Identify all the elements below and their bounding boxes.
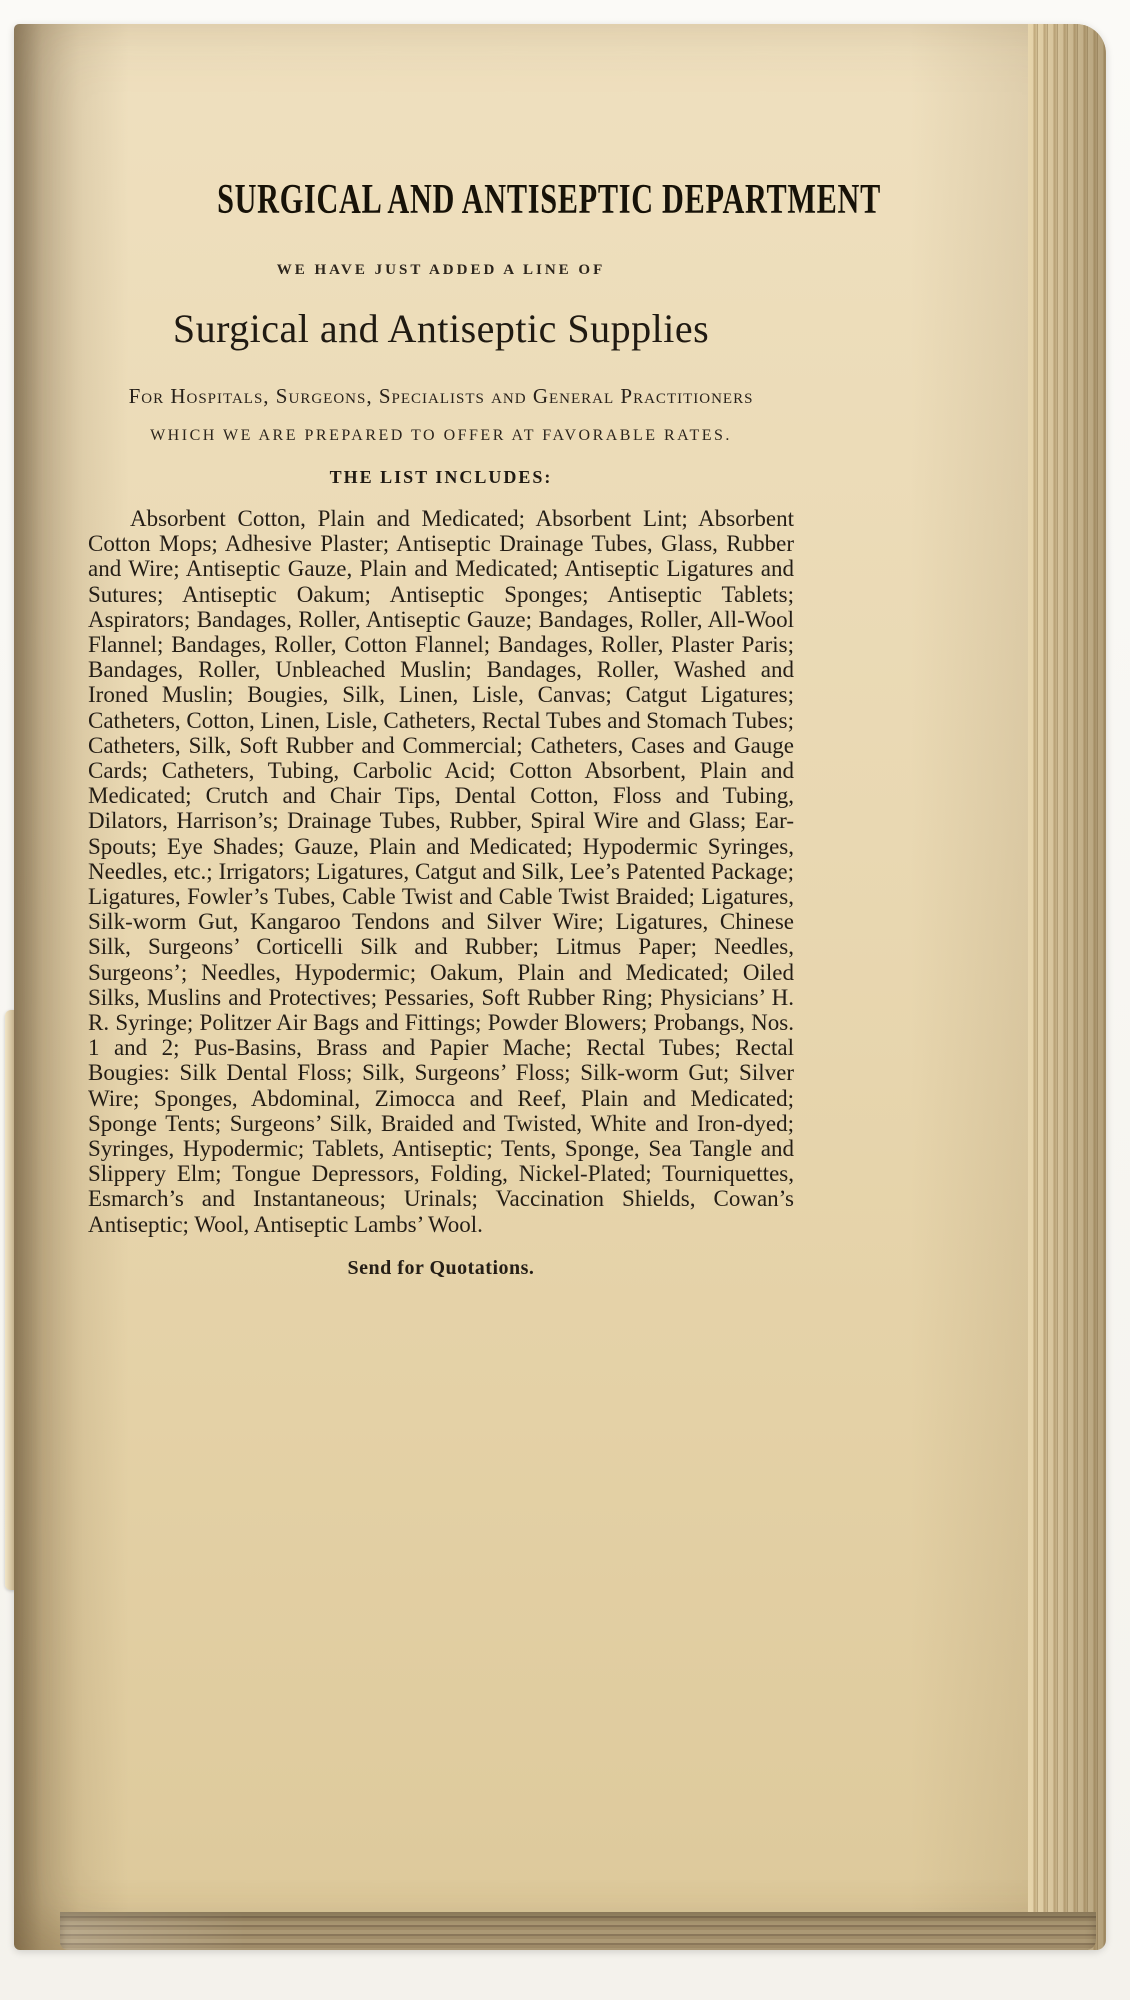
page-title-text: SURGICAL AND ANTISEPTIC DEPARTMENT [217, 177, 881, 223]
audience-line: For Hospitals, Surgeons, Specialists and General Practitioners [128, 384, 754, 408]
book-page [14, 24, 1106, 1950]
bottom-page-edges [60, 1912, 1096, 1950]
right-page-edges [1028, 24, 1106, 1950]
supplies-list-paragraph: Absorbent Cotton, Plain and Medicated; Absorbent Lint; Absorbent Cotton Mops; Adhesive Plaster; Antiseptic Drainage Tubes, Glass, Rubber and Wire; Antiseptic Gauze, Plain and Medicated; Antiseptic Ligatures and Sutures; Antiseptic Oakum; Antiseptic Sponges; Antiseptic Tablets; Aspirators; Bandages, Roller, Antiseptic Gauze; Bandages, Roller, All-Wool Flannel; Bandages, Roller, Cotton Flannel; Bandages, Roller, Plaster Paris; Bandages, Roller, Unbleached Muslin; Bandages, Roller, Washed and Ironed Muslin; Bougies, Silk, Linen, Lisle, Canvas; Catgut Ligatures; Catheters, Cotton, Linen, Lisle, Catheters, Rectal Tubes and Stomach Tubes; Catheters, Silk, Soft Rubber and Commercial; Catheters, Cases and Gauge Cards; Catheters, Tubing, Carbolic Acid; Cotton Absorbent, Plain and Medicated; Crutch and Chair Tips, Dental Cotton, Floss and Tubing, Dilators, Harrison’s; Drainage Tubes, Rubber, Spiral Wire and Glass; Ear-Spouts; Eye Shades; Gauze, Plain and Medicated; Hypodermic Syringes, Needles, etc.; Irrigators; Ligatures, Catgut and Silk, Lee’s Patented Package; Ligatures, Fowler’s Tubes, Cable Twist and Cable Twist Braided; Ligatures, Silk-worm Gut, Kangaroo Tendons and Silver Wire; Ligatures, Chinese Silk, Surgeons’ Corticelli Silk and Rubber; Litmus Paper; Needles, Surgeons’; Needles, Hypodermic; Oakum, Plain and Medicated; Oiled Silks, Muslins and Protectives; Pessaries, Soft Rubber Ring; Physicians’ H. R. Syringe; Politzer Air Bags and Fittings; Powder Blowers; Probangs, Nos. 1 and 2; Pus-Basins, Brass and Papier Mache; Rectal Tubes; Rectal Bougies: Silk Dental Floss; Silk, Surgeons’ Floss; Silk-worm Gut; Silver Wire; Sponges, Abdominal, Zimocca and Reef, Plain and Medicated; Sponge Tents; Surgeons’ Silk, Braided and Twisted, White and Iron-dyed; Syringes, Hypodermic; Tablets, Antiseptic; Tents, Sponge, Sea Tangle and Slippery Elm; Tongue Depressors, Folding, Nickel-Plated; Tourniquettes, Esmarch’s and Instantaneous; Urinals; Vaccination Shields, Cowan’s Antiseptic; Wool, Antiseptic Lambs’ Wool. [88, 506, 794, 1237]
footer-note: Send for Quotations. [347, 1256, 535, 1279]
subtitle: Surgical and Antiseptic Supplies [172, 306, 710, 351]
tagline-line: WE HAVE JUST ADDED A LINE OF [276, 262, 606, 278]
page-title [88, 176, 881, 224]
list-heading: THE LIST INCLUDES: [329, 467, 553, 487]
printed-content [88, 24, 881, 1280]
rates-line: WHICH WE ARE PREPARED TO OFFER AT FAVORABLE RATES. [150, 427, 732, 444]
